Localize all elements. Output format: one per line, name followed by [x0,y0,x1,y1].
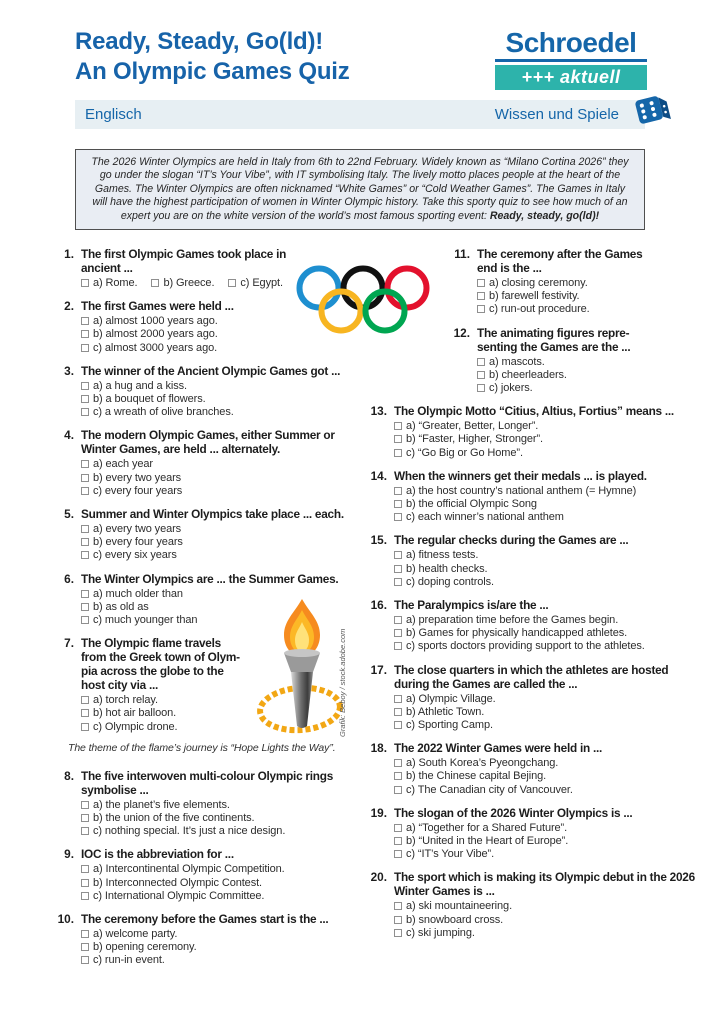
answer-option[interactable] [394,549,672,562]
option-label: a) Rome. [93,277,138,289]
schroedel-logo [495,29,647,90]
option-label: a) Intercontinental Olympic Competition. [93,863,285,876]
question-body [394,806,672,862]
question-number: 12. [453,325,470,340]
question-text: The modern Olympic Games, either Summer or Winter Games, are held ... alternately. [81,428,335,457]
answer-checkbox[interactable] [81,317,89,325]
answer-checkbox[interactable] [394,721,402,729]
question-body [68,636,367,760]
option-label: a) much older than [93,587,183,600]
answer-option[interactable] [151,277,214,290]
question-number: 17. [370,662,387,677]
answer-option[interactable] [394,757,672,770]
question-body [394,598,672,654]
option-label: b) every two years [93,471,182,484]
answer-checkbox[interactable] [477,305,485,313]
option-label: b) almost 2000 years ago. [93,328,218,341]
question [370,404,672,460]
page-title-line1: Ready, Steady, Go(ld)! [75,28,324,55]
question-number: 19. [370,805,387,820]
answer-option[interactable] [394,914,672,927]
question [57,572,367,628]
answer-option[interactable] [394,706,672,719]
answer-checkbox[interactable] [81,487,89,495]
option-label: b) Greece. [163,277,215,289]
answer-option[interactable] [394,693,672,706]
answer-checkbox[interactable] [81,879,89,887]
answer-checkbox[interactable] [81,279,89,287]
answer-checkbox[interactable] [81,930,89,938]
question-body [81,847,367,903]
answer-option[interactable] [477,277,672,290]
question-text: The 2022 Winter Games were held in ... [394,741,603,756]
answer-checkbox[interactable] [81,474,89,482]
answer-checkbox[interactable] [394,772,402,780]
answer-option[interactable] [81,928,367,941]
answer-option[interactable] [81,601,367,614]
answer-option[interactable] [394,420,672,433]
question-number: 2. [64,299,74,314]
option-label: a) the planet’s five elements. [93,798,230,811]
answer-checkbox[interactable] [81,723,89,731]
answer-option[interactable] [394,563,672,576]
answer-options [394,549,672,589]
intro-box [75,149,645,230]
answer-checkbox[interactable] [394,759,402,767]
answer-option[interactable] [394,511,672,524]
option-label: a) Olympic Village. [406,692,496,705]
answer-option[interactable] [81,458,367,471]
questions-column-left [57,247,367,977]
answer-option[interactable] [394,784,672,797]
question-text: The Olympic flame travels from the Greek town of Olympia across the globe to the host city via ... [81,636,241,693]
option-label: b) Games for physically handicapped athletes. [406,627,628,640]
answer-checkbox[interactable] [81,827,89,835]
question [370,533,672,589]
answer-checkbox[interactable] [81,801,89,809]
question [57,299,367,355]
question-body [394,870,695,940]
answer-option[interactable] [394,927,672,940]
answer-option[interactable] [394,770,672,783]
answer-option[interactable] [81,472,367,485]
answer-options [477,356,672,396]
answer-option[interactable] [81,485,367,498]
answer-options [394,420,672,460]
question-body [477,326,672,396]
question-number: 16. [370,598,387,613]
answer-option[interactable] [81,694,367,707]
question [370,663,672,733]
answer-checkbox[interactable] [228,279,236,287]
intro-text-bold: Ready, steady, go(ld)! [489,209,600,222]
question-number: 15. [370,533,387,548]
question-body [81,299,367,355]
question-text: The Olympic Motto “Citius, Altius, Fortius” means ... [394,404,674,419]
option-label: b) snowboard cross. [406,913,504,926]
answer-options [81,315,367,355]
option-label: c) Olympic drone. [93,720,178,733]
answer-checkbox[interactable] [81,525,89,533]
option-label: a) each year [93,458,153,471]
question-text: The winner of the Ancient Olympic Games got ... [81,363,341,378]
option-label: c) “Go Big or Go Home”. [406,446,523,459]
question-number: 18. [370,741,387,756]
answer-option[interactable] [477,290,672,303]
option-label: c) nothing special. It’s just a nice design. [93,825,286,838]
question-body [394,741,672,797]
answer-option[interactable] [81,721,367,734]
answer-checkbox[interactable] [477,371,485,379]
answer-option[interactable] [477,382,672,395]
answer-checkbox[interactable] [81,696,89,704]
question-number: 10. [57,912,74,927]
question [57,636,367,760]
option-label: a) almost 1000 years ago. [93,315,218,328]
answer-option[interactable] [81,393,367,406]
option-label: a) the host country’s national anthem (= Hymne) [406,484,637,497]
question-text: IOC is the abbreviation for ... [81,847,234,862]
question [453,326,672,396]
answer-option[interactable] [81,614,367,627]
answer-options [81,928,367,968]
answer-checkbox[interactable] [394,616,402,624]
option-label: b) the official Olympic Song [406,498,537,511]
option-label: c) sports doctors providing support to the athletes. [406,640,645,653]
question-body [81,364,367,420]
answer-option[interactable] [81,863,367,876]
answer-option[interactable] [81,707,367,720]
question-number: 6. [64,571,74,586]
answer-checkbox[interactable] [81,814,89,822]
option-label: c) Egypt. [240,277,283,289]
option-label: a) closing ceremony. [489,277,588,289]
answer-checkbox[interactable] [81,460,89,468]
answer-option[interactable] [81,406,367,419]
answer-option[interactable] [394,640,672,653]
option-label: a) torch relay. [93,694,158,707]
answer-options [394,822,672,862]
answer-checkbox[interactable] [394,916,402,924]
answer-checkbox[interactable] [81,709,89,717]
questions-column-right [370,247,695,949]
answer-checkbox[interactable] [394,578,402,586]
option-label: b) the Chinese capital Bejing. [406,770,547,783]
question-body [394,404,672,460]
question-text: The animating figures representing the Games are the ... [477,325,631,354]
option-label: c) ski jumping. [406,926,475,939]
answer-checkbox[interactable] [394,449,402,457]
answer-checkbox[interactable] [151,279,159,287]
answer-checkbox[interactable] [394,837,402,845]
answer-option[interactable] [394,447,672,460]
question [57,428,367,498]
question-body [81,428,367,498]
answer-option[interactable] [81,536,367,549]
answer-checkbox[interactable] [81,344,89,352]
answer-checkbox[interactable] [81,538,89,546]
answer-checkbox[interactable] [394,629,402,637]
option-label: c) “IT’s Your Vibe”. [406,848,495,861]
question-body [394,469,672,525]
question-body [81,572,367,628]
answer-checkbox[interactable] [394,487,402,495]
option-label: c) doping controls. [406,575,494,588]
answer-options [81,277,367,290]
answer-option[interactable] [394,498,672,511]
option-label: a) fitness tests. [406,549,479,562]
option-label: c) The Canadian city of Vancouver. [406,783,573,796]
answer-option[interactable] [394,835,672,848]
question-text: The first Games were held ... [81,299,234,314]
question [370,806,672,862]
answer-option[interactable] [477,356,672,369]
question [57,364,367,420]
question-text: The ceremony before the Games start is the ... [81,912,329,927]
question-number: 20. [370,870,387,885]
answer-option[interactable] [81,549,367,562]
answer-options [81,380,367,420]
answer-options [394,614,672,654]
answer-option[interactable] [81,812,367,825]
answer-checkbox[interactable] [81,616,89,624]
question [453,247,672,317]
answer-options [81,863,367,903]
answer-checkbox[interactable] [81,330,89,338]
option-label: c) each winner’s national anthem [406,511,564,524]
logo-tagline: +++ aktuell [495,65,647,90]
answer-option[interactable] [81,941,367,954]
answer-checkbox[interactable] [394,500,402,508]
question [370,870,695,940]
answer-checkbox[interactable] [81,943,89,951]
option-label: c) much younger than [93,614,198,627]
answer-option[interactable] [81,890,367,903]
answer-checkbox[interactable] [81,395,89,403]
question-body [81,247,367,290]
option-label: c) International Olympic Committee. [93,889,265,902]
question-body [81,769,367,839]
answer-checkbox[interactable] [394,902,402,910]
answer-options [394,485,672,525]
option-label: c) run-in event. [93,954,165,967]
question [57,769,367,839]
option-label: a) every two years [93,523,182,536]
answer-checkbox[interactable] [394,513,402,521]
answer-checkbox[interactable] [394,929,402,937]
answer-checkbox[interactable] [81,590,89,598]
answer-option[interactable] [228,277,283,290]
answer-option[interactable] [477,303,672,316]
answer-option[interactable] [81,342,367,355]
answer-checkbox[interactable] [394,642,402,650]
question-text: The close quarters in which the athletes are hosted during the Games are called the ... [394,662,669,691]
option-label: c) a wreath of olive branches. [93,406,234,419]
question-body [81,507,367,563]
option-label: b) a bouquet of flowers. [93,393,206,406]
question [370,598,672,654]
question-number: 5. [64,507,74,522]
answer-checkbox[interactable] [81,382,89,390]
subject-label: Englisch [85,106,142,123]
answer-checkbox[interactable] [477,358,485,366]
answer-options [477,277,672,317]
answer-options [394,757,672,797]
question-text: The slogan of the 2026 Winter Olympics is ... [394,805,633,820]
answer-option[interactable] [394,848,672,861]
question-body [394,663,672,733]
question [57,507,367,563]
question-text: The Winter Olympics are ... the Summer Games. [81,571,339,586]
question-text: The ceremony after the Games end is the ... [477,247,643,275]
answer-option[interactable] [394,433,672,446]
subject-band [75,100,645,129]
option-label: b) opening ceremony. [93,941,197,954]
option-label: a) a hug and a kiss. [93,379,188,392]
answer-checkbox[interactable] [81,892,89,900]
answer-option[interactable] [81,328,367,341]
question-body [477,247,672,317]
question-number: 7. [64,636,74,651]
question-text: The five interwoven multi-colour Olympic rings symbolise ... [81,768,334,797]
option-label: b) “Faster, Higher, Stronger”. [406,433,543,446]
answer-option[interactable] [394,627,672,640]
question [57,847,367,903]
answer-option[interactable] [81,825,367,838]
answer-option[interactable] [394,822,672,835]
intro-text: The 2026 Winter Olympics are held in Italy from 6th to 22nd February. Widely known as “Milano Cortina 2026” they go under the slogan “IT’s Your Vibe”, with IT symbolising Italy. The lively motto places people at the heart of the Games. The Winter Olympics are often nicknamed “White Games” or “Cold Weather Games”. The Games in Italy will have the highest participation of women in Winter Olympic history. Take this sporty quiz to see how much of an expert you are on the white version of the world’s most famous sporting event: [91,156,629,222]
answer-option[interactable] [81,799,367,812]
page-title-line2: An Olympic Games Quiz [75,58,350,85]
option-label: b) farewell festivity. [489,290,580,303]
question-number: 4. [64,428,74,443]
answer-checkbox[interactable] [394,422,402,430]
answer-option[interactable] [81,877,367,890]
question-text: The Paralympics is/are the ... [394,598,549,613]
question-number: 1. [64,247,74,261]
answer-checkbox[interactable] [394,708,402,716]
option-label: c) Sporting Camp. [406,719,493,732]
question-number: 3. [64,363,74,378]
question [57,912,367,968]
answer-option[interactable] [477,369,672,382]
answer-options [81,523,367,563]
answer-options [394,693,672,733]
question-number: 9. [64,847,74,862]
option-label: a) “Greater, Better, Longer”. [406,420,539,433]
option-label: b) hot air balloon. [93,707,177,720]
question [57,247,367,290]
logo-wordmark: Schroedel [495,29,647,62]
option-label: b) health checks. [406,562,488,575]
option-label: a) preparation time before the Games begin. [406,614,619,627]
answer-option[interactable] [394,614,672,627]
answer-option[interactable] [81,523,367,536]
answer-option[interactable] [81,315,367,328]
category-label: Wissen und Spiele [494,106,619,123]
option-label: a) mascots. [489,355,545,368]
option-label: a) “Together for a Shared Future”. [406,821,568,834]
answer-checkbox[interactable] [394,695,402,703]
option-label: c) every four years [93,484,183,497]
answer-option[interactable] [81,277,137,290]
option-label: c) almost 3000 years ago. [93,341,218,354]
answer-option[interactable] [81,954,367,967]
answer-options [81,588,367,628]
question-number: 14. [370,468,387,483]
answer-checkbox[interactable] [81,865,89,873]
image-credit: Grafik: Beboy / stock.adobe.com [338,628,347,737]
answer-option[interactable] [81,380,367,393]
answer-options [394,900,672,940]
question-text: When the winners get their medals ... is played. [394,468,647,483]
dice-icon [634,90,672,128]
answer-options [81,799,367,839]
answer-checkbox[interactable] [81,956,89,964]
option-label: a) ski mountaineering. [406,900,513,913]
answer-options [81,458,367,498]
option-label: b) Interconnected Olympic Contest. [93,876,263,889]
answer-checkbox[interactable] [81,408,89,416]
option-label: c) run-out procedure. [489,303,590,316]
question-number: 8. [64,768,74,783]
answer-checkbox[interactable] [394,435,402,443]
option-label: c) every six years [93,549,177,562]
question-number: 13. [370,404,387,419]
answer-checkbox[interactable] [394,786,402,794]
option-label: b) cheerleaders. [489,368,567,381]
answer-option[interactable] [394,576,672,589]
answer-option[interactable] [394,485,672,498]
question-text: The regular checks during the Games are ... [394,533,629,548]
option-label: b) the union of the five continents. [93,812,255,825]
answer-checkbox[interactable] [81,551,89,559]
question-body [394,533,672,589]
question [370,469,672,525]
answer-checkbox[interactable] [394,824,402,832]
answer-checkbox[interactable] [394,565,402,573]
question-text: The sport which is making its Olympic debut in the 2026 Winter Games is ... [394,870,695,899]
option-label: a) welcome party. [93,928,178,941]
question-text: The first Olympic Games took place in ancient ... [81,247,287,275]
question-note: The theme of the flame’s journey is “Hope Lights the Way”. [68,741,336,754]
answer-option[interactable] [81,588,367,601]
question-body [81,912,367,968]
option-label: b) every four years [93,536,183,549]
option-label: a) South Korea’s Pyeongchang. [406,757,559,770]
answer-option[interactable] [394,900,672,913]
answer-checkbox[interactable] [477,279,485,287]
answer-checkbox[interactable] [394,551,402,559]
page-title [75,27,350,87]
answer-checkbox[interactable] [477,384,485,392]
option-label: b) “United in the Heart of Europe”. [406,835,569,848]
answer-checkbox[interactable] [477,292,485,300]
answer-option[interactable] [394,719,672,732]
question [370,741,672,797]
option-label: b) as old as [93,600,149,613]
question-text: Summer and Winter Olympics take place ... each. [81,507,344,522]
answer-checkbox[interactable] [81,603,89,611]
option-label: c) jokers. [489,382,533,395]
answer-checkbox[interactable] [394,850,402,858]
answer-options [81,694,367,734]
question-number: 11. [454,247,470,261]
option-label: b) Athletic Town. [406,705,485,718]
